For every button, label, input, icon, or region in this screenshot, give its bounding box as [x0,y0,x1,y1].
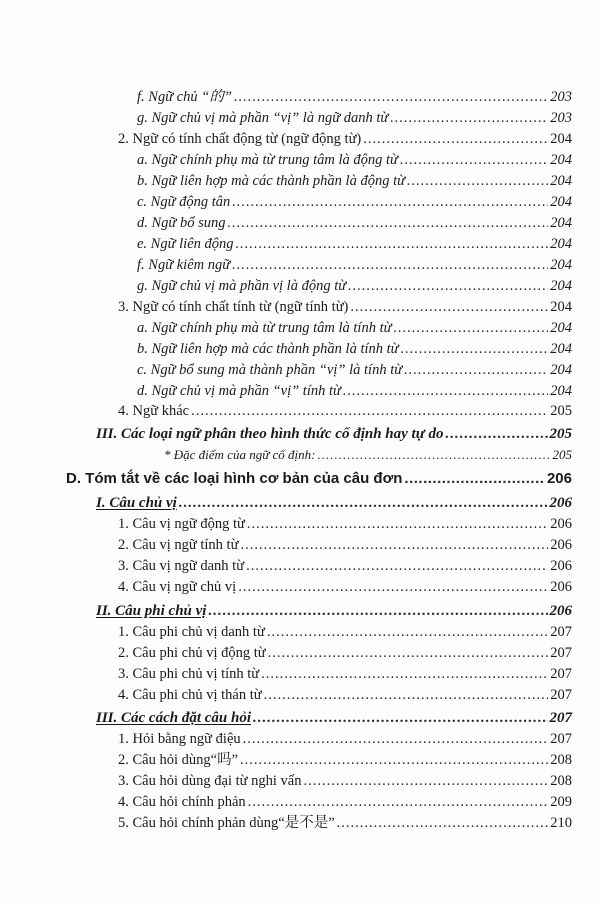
dot-leader [445,424,547,444]
toc-entry-page: 206 [550,579,572,595]
toc-entry-page: 204 [550,152,572,168]
toc-entry-page: 207 [550,731,572,747]
dot-leader [232,255,548,275]
toc-entry-label: c. Ngữ bổ sung mà thành phần “vị” là tính từ [137,362,403,378]
toc-section-heading [96,708,572,728]
dot-leader [268,643,549,663]
toc-entry-page: 206 [549,603,572,619]
dot-leader [248,792,549,812]
toc-entry-page: 206 [549,495,572,511]
dot-leader [390,108,548,128]
toc-entry [118,729,572,749]
toc-entry [118,622,572,642]
dot-leader [243,729,549,749]
toc-entry-page: 204 [550,173,572,189]
toc-entry-label: 3. Câu vị ngữ danh từ [118,558,245,574]
toc-entry-page: 207 [549,710,572,726]
dot-leader [348,276,548,296]
dot-leader [261,664,548,684]
toc-entry [118,813,572,833]
dot-leader [318,445,551,465]
toc-entry-label: d. Ngữ chủ vị mà phần “vị” tính từ [137,383,341,399]
toc-entry-label: 1. Câu vị ngữ động từ [118,516,245,532]
dot-leader [253,708,547,728]
toc-entry [118,792,572,812]
toc-entry-page: 204 [550,215,572,231]
dot-leader [234,87,548,107]
toc-entry-label: 3. Câu phi chủ vị tính từ [118,666,260,682]
toc-entry [118,577,572,597]
toc-entry-page: 204 [550,341,572,357]
dot-leader [240,535,548,555]
dot-leader [267,622,548,642]
toc-entry-page: 205 [549,426,572,442]
toc-entry-label: 4. Câu phi chủ vị thán từ [118,687,262,703]
toc-entry [137,213,572,233]
dot-leader [236,234,549,254]
dot-leader [232,192,548,212]
toc-entry [137,318,572,338]
toc-section-heading [96,601,572,621]
dot-leader [227,213,548,233]
toc-entry [118,297,572,317]
dot-leader [343,381,548,401]
toc-entry-page: 205 [550,403,572,419]
toc-entry [118,685,572,705]
toc-entry-label: e. Ngữ liên động [137,236,234,252]
toc-entry [137,234,572,254]
toc-entry [118,129,572,149]
toc-note-entry [164,445,572,465]
toc-entry-label: I. Câu chủ vị [96,495,177,511]
toc-entry-label: 1. Hỏi bằng ngữ điệu [118,731,241,747]
toc-entry-page: 207 [550,687,572,703]
toc-entry-label: 2. Ngữ có tính chất động từ (ngữ động từ) [118,131,362,147]
toc-entry-page: 209 [550,794,572,810]
toc-entry-page: 207 [550,645,572,661]
toc-entry-page: 204 [550,278,572,294]
dot-leader [350,297,548,317]
toc-entry [137,255,572,275]
toc-entry [118,750,572,770]
toc-entry-label: III. Các cách đặt câu hỏi [96,710,252,726]
toc-entry-page: 204 [550,236,572,252]
toc-entry [137,360,572,380]
dot-leader [264,685,549,705]
toc-entry [137,108,572,128]
toc-entry-label: 2. Câu vị ngữ tính từ [118,537,239,553]
dot-leader [247,514,548,534]
dot-leader [400,150,548,170]
toc-entry-label: 2. Câu hỏi dùng“吗” [118,752,239,768]
toc-entry-page: 204 [550,194,572,210]
toc-entry-page: 204 [550,320,572,336]
toc-entry-label: 5. Câu hỏi chính phản dùng“是不是” [118,815,335,831]
toc-entry-label: f. Ngữ kiêm ngữ [137,257,231,273]
toc-entry [137,192,572,212]
toc-entry-page: 210 [550,815,572,831]
toc-entry [118,514,572,534]
toc-entry-label: f. Ngữ chủ “的” [137,89,232,105]
dot-leader [191,401,548,421]
toc-entry [118,664,572,684]
dot-leader [394,318,549,338]
toc-entry-page: 205 [552,447,572,462]
toc-entry [137,381,572,401]
toc-entry-page: 206 [550,537,572,553]
toc-entry-label: 3. Ngữ có tính chất tính từ (ngữ tính từ) [118,299,349,315]
toc-entry-label: 2. Câu phi chủ vị động từ [118,645,266,661]
dot-leader [404,469,545,489]
toc-entry-label: d. Ngữ bổ sung [137,215,226,231]
toc-entry-label: b. Ngữ liên hợp mà các thành phần là động từ [137,173,406,189]
toc-section-heading [96,493,572,513]
toc-entry [118,643,572,663]
dot-leader [240,750,548,770]
toc-entry-page: 207 [550,666,572,682]
toc-entry-label: 4. Câu hỏi chính phản [118,794,246,810]
toc-entry-page: 204 [550,257,572,273]
dot-leader [179,493,548,513]
dot-leader [404,360,548,380]
dot-leader [337,813,549,833]
toc-section-heading [96,424,572,444]
toc-entry-label: g. Ngữ chủ vị mà phần vị là động từ [137,278,347,294]
toc-entry [118,535,572,555]
toc-entry-page: 204 [550,383,572,399]
toc-entry-page: 204 [550,299,572,315]
toc-entry-page: 206 [546,470,572,487]
toc-entry [137,171,572,191]
toc-entry-label: 1. Câu phi chủ vị danh từ [118,624,265,640]
toc-entry-page: 204 [550,362,572,378]
dot-leader [401,339,549,359]
toc-entry-label: a. Ngữ chính phụ mà từ trung tâm là tính từ [137,320,392,336]
toc-entry [137,339,572,359]
dot-leader [407,171,548,191]
toc-entry-page: 203 [550,110,572,126]
toc-entry [118,771,572,791]
toc-entry-label: 4. Câu vị ngữ chủ vị [118,579,237,595]
dot-leader [208,601,547,621]
toc-entry [118,556,572,576]
toc-entry-label: III. Các loại ngữ phân theo hình thức cố định hay tự do [96,426,444,442]
toc-entry-label: b. Ngữ liên hợp mà các thành phần là tính từ [137,341,399,357]
dot-leader [303,771,548,791]
dot-leader [238,577,548,597]
toc-entry-label: c. Ngữ động tân [137,194,231,210]
toc-entry-page: 206 [550,558,572,574]
toc-entry-label: g. Ngữ chủ vị mà phần “vị” là ngữ danh từ [137,110,389,126]
toc-entry-page: 207 [550,624,572,640]
toc-entry-page: 203 [550,89,572,105]
toc-entry-label: a. Ngữ chính phụ mà từ trung tâm là động từ [137,152,398,168]
toc-entry-page: 208 [550,752,572,768]
toc-entry [137,87,572,107]
toc-entry-label: D. Tóm tắt về các loại hình cơ bản của câu đơn [66,470,403,487]
toc-entry [137,276,572,296]
toc-entry [137,150,572,170]
toc-entry-label: II. Câu phi chủ vị [96,603,207,619]
toc-entry-page: 208 [550,773,572,789]
toc-chapter-heading [66,469,572,489]
toc-entry-page: 204 [550,131,572,147]
toc-entry-label: 4. Ngữ khác [118,403,190,419]
dot-leader [363,129,548,149]
dot-leader [246,556,548,576]
toc-entry [118,401,572,421]
toc-entry-label: * Đặc điểm của ngữ cố định: [164,447,316,462]
toc-entry-label: 3. Câu hỏi dùng đại từ nghi vấn [118,773,302,789]
toc-entry-page: 206 [550,516,572,532]
